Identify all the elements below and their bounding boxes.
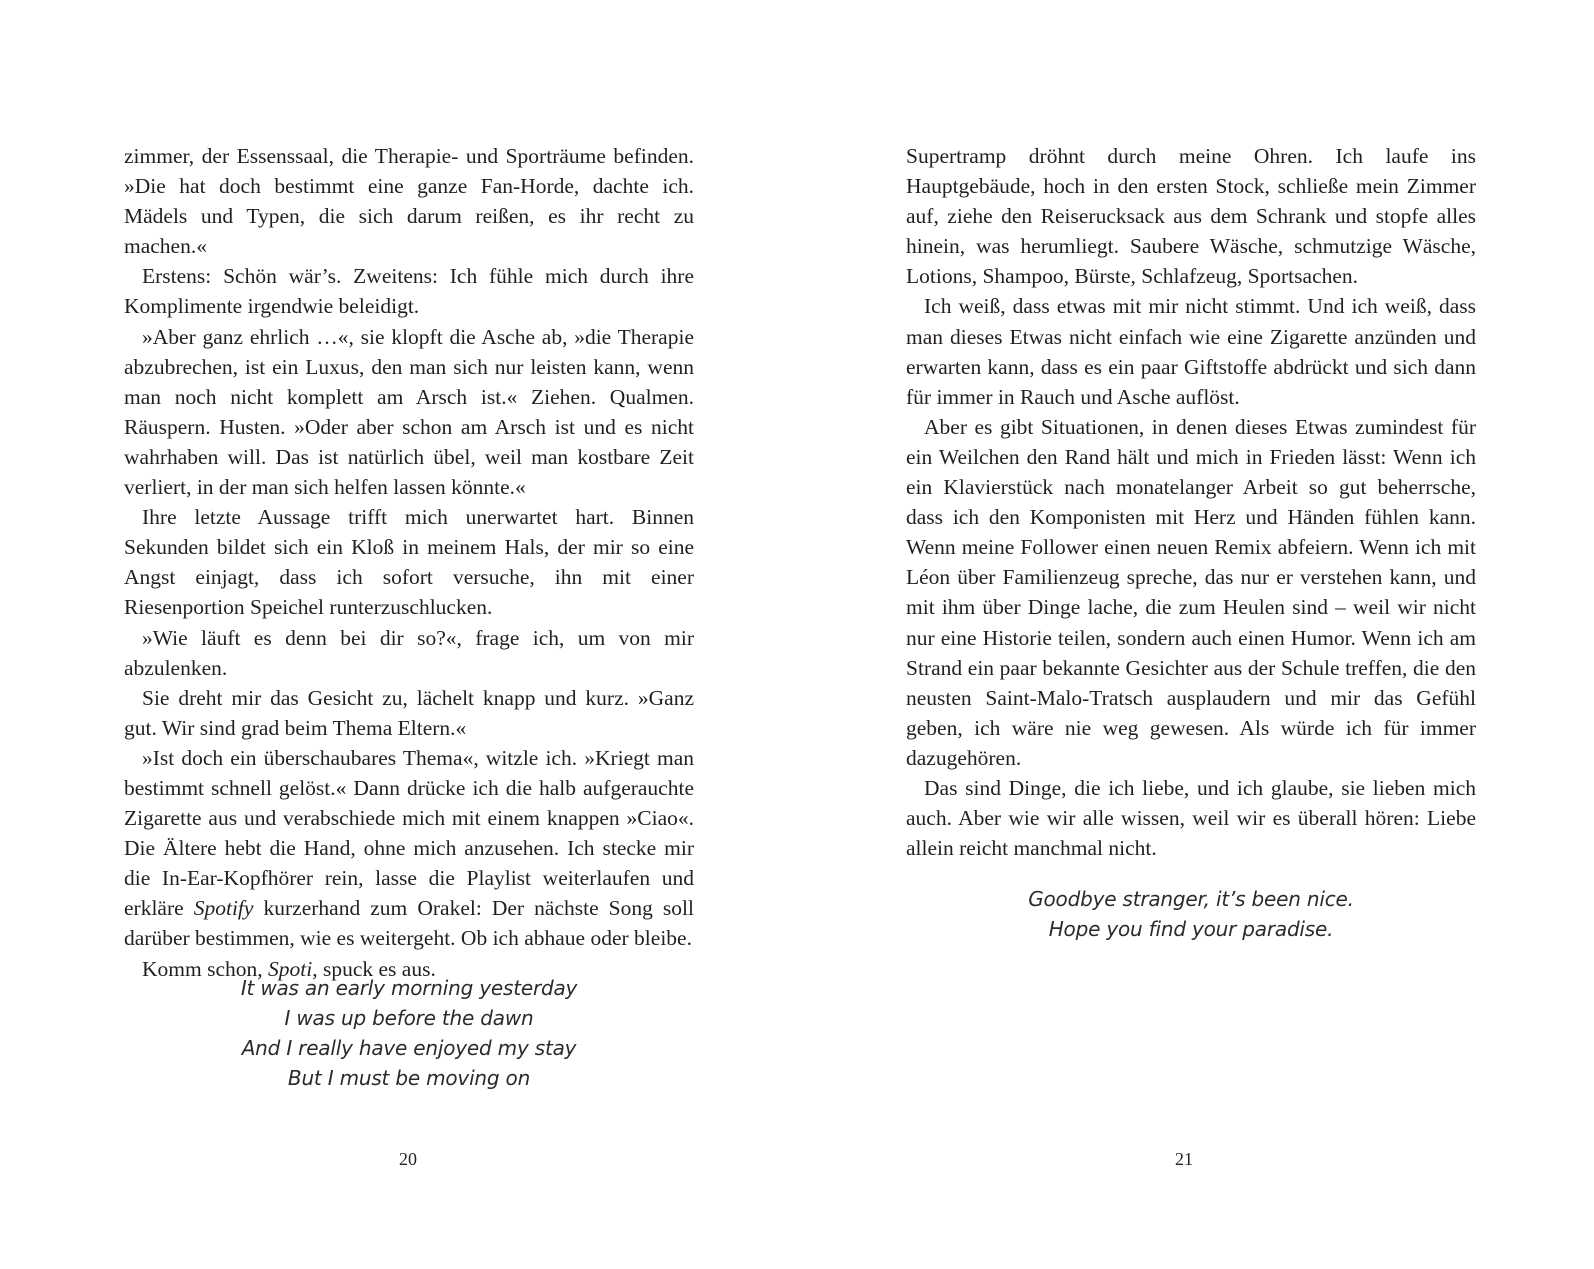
paragraph	[124, 743, 694, 954]
paragraph: Sie dreht mir das Gesicht zu, lächelt knapp und kurz. »Ganz gut. Wir sind grad beim Thema Eltern.«	[124, 685, 694, 740]
right-page	[797, 0, 1594, 1269]
lyric-line: But I must be moving on	[287, 1066, 531, 1091]
paragraph: Ihre letzte Aussage trifft mich unerwartet hart. Binnen Sekunden bildet sich ein Kloß in meinem Hals, der mir so eine Angst einjagt, dass ich sofort versuche, ihn mit einer Riesenportion Speichel runterzuschlucken.	[124, 505, 694, 620]
song-lyrics	[906, 884, 1476, 944]
lyric-line: And I really have enjoyed my stay	[241, 1036, 577, 1061]
lyric-line: Hope you find your paradise.	[1048, 917, 1334, 942]
lyric-line: Goodbye stranger, it’s been nice.	[1028, 887, 1354, 911]
lyric-line: I was up before the dawn	[284, 1006, 534, 1031]
page-number: 20	[399, 1149, 417, 1169]
paragraph: Erstens: Schön wär’s. Zweitens: Ich fühle mich durch ihre Komplimente irgendwie beleidigt.	[124, 264, 694, 319]
paragraph: zimmer, der Essenssaal, die Therapie- und Sporträume befinden. »Die hat doch bestimmt eine ganze Fan-Horde, dachte ich. Mädels und Typen, die sich darum reißen, es ihr recht zu machen.«	[124, 144, 694, 259]
paragraph: Aber es gibt Situationen, in denen dieses Etwas zumindest für ein Weilchen den Rand hält und mich in Frieden lässt: Wenn ich ein Klavierstück nach monatelanger Arbeit so gut beherrsche, dass ich den Komponisten mit Herz und Händen fühlen kann. Wenn meine Follower einen neuen Remix abfeiern. Wenn ich mit Léon über Familienzeug spreche, das nur er verstehen kann, und mit ihm über Dinge lache, die zum Heulen sind – weil wir nicht nur eine Historie teilen, sondern auch einen Humor. Wenn ich am Strand ein paar bekannte Gesichter aus der Schule treffen, die den neusten Saint-Malo-Tratsch ausplaudern und mir das Gefühl geben, ich wäre nie weg gewesen. Als würde ich für immer dazugehören.	[906, 414, 1476, 770]
paragraph-text: Komm schon,	[142, 956, 269, 981]
paragraph-text: , spuck es aus.	[312, 956, 436, 981]
paragraph-text: »Ist doch ein überschaubares Thema«, witzle ich. »Kriegt man bestimmt schnell gelöst.« Dann drücke ich die halb aufgerauchte Zigarette aus und verabschiede mich mit einem knappen »Ciao«. Die Ältere hebt die Hand, ohne mich anzusehen. Ich stecke mir die In-Ear-Kopfhörer rein, lasse die Playlist weiterlaufen und erkläre	[124, 745, 694, 921]
lyric-line: It was an early morning yesterday	[240, 976, 578, 1000]
right-body-text	[906, 141, 1476, 863]
song-lyrics	[124, 973, 694, 1093]
paragraph: »Aber ganz ehrlich …«, sie klopft die Asche ab, »die Therapie abzubrechen, ist ein Luxus, den man sich nur leisten kann, wenn man noch nicht komplett am Arsch ist.« Ziehen. Qualmen. Räuspern. Husten. »Oder aber schon am Arsch ist und es nicht wahrhaben will. Das ist natürlich übel, weil man kostbare Zeit verliert, in der man sich helfen lassen könnte.«	[124, 324, 694, 500]
italic-app-name: Spotify	[193, 896, 254, 921]
left-body-text	[124, 141, 694, 984]
page-number: 21	[1175, 1149, 1193, 1169]
paragraph: »Wie läuft es denn bei dir so?«, frage ich, um von mir abzulenken.	[124, 625, 694, 680]
paragraph: Das sind Dinge, die ich liebe, und ich glaube, sie lieben mich auch. Aber wie wir alle wissen, weil wir es überall hören: Liebe allein reicht manchmal nicht.	[906, 775, 1476, 861]
paragraph: Ich weiß, dass etwas mit mir nicht stimmt. Und ich weiß, dass man dieses Etwas nicht einfach wie eine Zigarette anzünden und erwarten kann, dass es ein paar Giftstoffe abdrückt und sich dann für immer in Rauch und Asche auflöst.	[906, 294, 1476, 409]
italic-app-name: Spoti	[268, 956, 313, 981]
paragraph-text: kurzerhand zum Orakel: Der nächste Song soll darüber bestimmen, wie es weitergeht. Ob ich abhaue oder bleibe.	[124, 896, 695, 951]
paragraph: Supertramp dröhnt durch meine Ohren. Ich laufe ins Hauptgebäude, hoch in den ersten Stock, schließe mein Zimmer auf, ziehe den Reiserucksack aus dem Schrank und stopfe alles hinein, was herumliegt. Saubere Wäsche, schmutzige Wäsche, Lotions, Shampoo, Bürste, Schlafzeug, Sportsachen.	[906, 144, 1476, 289]
